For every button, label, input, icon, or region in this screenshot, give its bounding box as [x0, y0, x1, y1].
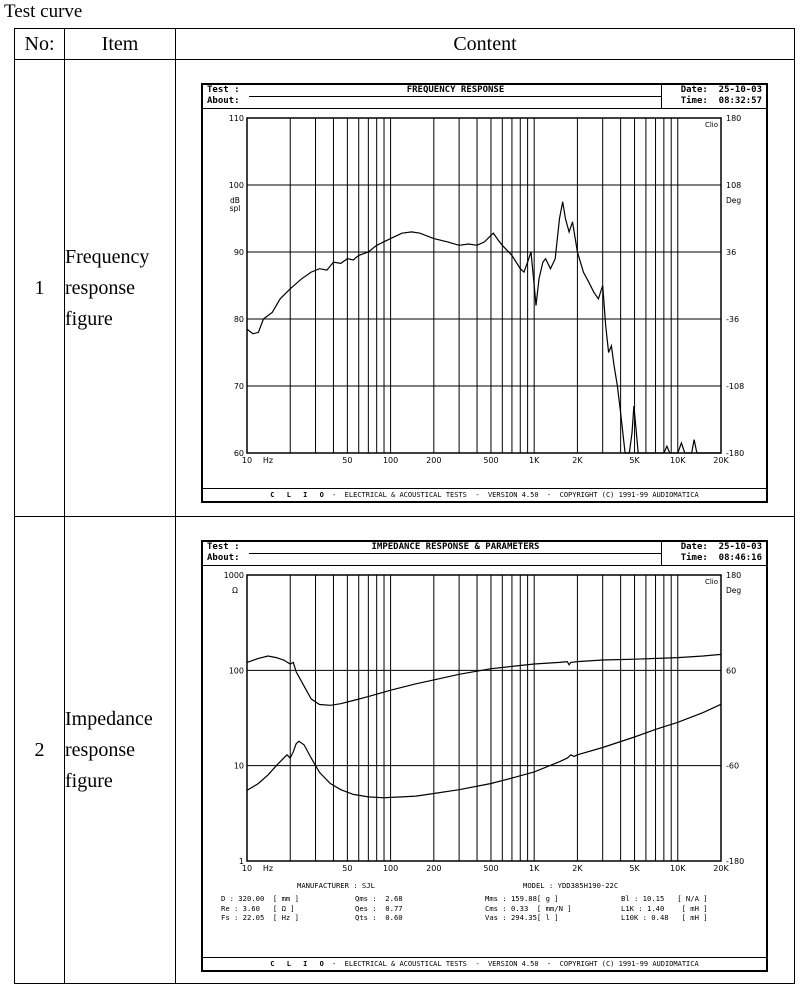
y2-tick-label: 60: [726, 666, 737, 676]
param-value: Mms : 159.88[ g ]: [485, 894, 559, 903]
y-tick-label: 1: [238, 857, 244, 866]
about-label: About:: [207, 96, 240, 106]
date-readout: Date: 25-10-03: [680, 85, 762, 95]
x-tick-label: 20K: [713, 864, 729, 873]
x-tick-label: 5K: [629, 456, 640, 465]
y2-tick-label: -60: [726, 761, 740, 771]
plot-frame: [247, 575, 721, 861]
footer-text: - ELECTRICAL & ACOUSTICAL TESTS - VERSION 4.50 - COPYRIGHT (C) 1991-99 AUDIOMATICA: [327, 960, 699, 968]
param-value: D : 320.00 [ mm ]: [221, 894, 299, 903]
x-tick-label: 10: [241, 864, 253, 873]
param-value: L10K : 0.48 [ mH ]: [621, 913, 708, 922]
y2-tick-label: 180: [726, 571, 742, 580]
y2-tick-label: -108: [726, 382, 745, 391]
panel-footer: [203, 488, 766, 501]
header-divider: [661, 85, 662, 108]
header-content: Content: [176, 29, 795, 60]
frequency-response-chart: [203, 110, 766, 490]
test-curve-table: [14, 28, 795, 984]
clio-brand: C L I O: [270, 491, 328, 499]
params-col-1: [221, 894, 299, 923]
param-value: Qts : 0.60: [355, 913, 403, 922]
y2-axis-label: Deg: [726, 196, 742, 205]
x-tick-label: 20K: [713, 456, 729, 465]
footer-text: - ELECTRICAL & ACOUSTICAL TESTS - VERSION 4.50 - COPYRIGHT (C) 1991-99 AUDIOMATICA: [327, 491, 699, 499]
params-col-2: [355, 894, 403, 923]
table-header-row: [15, 29, 795, 60]
x-tick-label: 5K: [629, 864, 640, 873]
param-value: Re : 3.60 [ Ω ]: [221, 903, 295, 913]
panel-title: IMPEDANCE RESPONSE & PARAMETERS: [249, 542, 662, 554]
params-col-4: [621, 894, 708, 923]
x-tick-label: 10K: [670, 864, 686, 873]
y-axis-label: spl: [229, 204, 241, 213]
y2-axis-label: Deg: [726, 586, 742, 595]
row-content: [176, 60, 795, 517]
y2-tick-label: 180: [726, 114, 742, 123]
param-value: Qes : 0.77: [355, 903, 403, 913]
param-value: Cms : 0.33 [ mm/N ]: [485, 903, 572, 913]
page-heading: Test curve: [4, 1, 83, 22]
y2-tick-label: -36: [726, 315, 740, 324]
plot-frame: [247, 118, 721, 453]
header-item: Item: [65, 29, 176, 60]
x-tick-label: 1K: [529, 456, 540, 465]
manufacturer-label: MANUFACTURER : SJL: [297, 881, 375, 890]
time-readout: Time: 08:32:57: [680, 96, 762, 106]
panel-title: FREQUENCY RESPONSE: [249, 85, 662, 97]
test-label: Test :: [207, 85, 240, 95]
panel-header: [203, 85, 766, 109]
table-row: [15, 60, 795, 517]
y2-tick-label: 36: [726, 248, 737, 257]
y-tick-label: 90: [233, 248, 244, 257]
series-line: [247, 202, 721, 453]
frequency-response-panel: [201, 83, 768, 503]
x-tick-label: 200: [426, 864, 442, 873]
y2-tick-label: -180: [726, 857, 745, 866]
row-item-line: figure: [65, 307, 113, 330]
param-value: Bl : 10.15 [ N/A ]: [621, 894, 708, 903]
x-tick-label: Hz: [262, 456, 274, 465]
param-value: Fs : 22.05 [ Hz ]: [221, 913, 299, 922]
y2-tick-label: -180: [726, 449, 745, 458]
x-tick-label: 10K: [670, 456, 686, 465]
x-tick-label: 100: [382, 864, 399, 873]
param-value: Vas : 294.35[ l ]: [485, 913, 559, 922]
panel-footer: [203, 957, 766, 970]
test-label: Test :: [207, 542, 240, 552]
y-axis-label: dB: [230, 196, 240, 205]
x-tick-label: 500: [483, 864, 499, 873]
y-tick-label: 60: [233, 449, 244, 458]
y-tick-label: 80: [233, 315, 244, 324]
row-content: [176, 517, 795, 984]
y-tick-label: 70: [233, 382, 244, 391]
x-tick-label: 200: [426, 456, 442, 465]
series-line: [247, 704, 721, 798]
panel-header: [203, 542, 766, 566]
row-item-line: figure: [65, 769, 113, 792]
x-tick-label: 10: [241, 456, 253, 465]
x-tick-label: 50: [342, 456, 353, 465]
x-tick-label: 100: [382, 456, 399, 465]
clio-brand: C L I O: [270, 960, 328, 968]
x-tick-label: 2K: [572, 456, 583, 465]
y-tick-label: 100: [228, 666, 244, 676]
header-divider: [661, 542, 662, 565]
y-tick-label: 110: [228, 114, 244, 123]
param-value: L1K : 1.40 [ mH ]: [621, 903, 708, 913]
row-item-line: Impedance: [65, 707, 153, 730]
row-item: [65, 60, 176, 517]
row-item-line: response: [65, 276, 135, 299]
x-tick-label: 1K: [529, 864, 540, 873]
row-number: 1: [15, 60, 65, 517]
impedance-response-chart: [203, 567, 766, 879]
about-label: About:: [207, 553, 240, 563]
x-tick-label: 500: [483, 456, 499, 465]
clio-mark: Clio: [704, 578, 718, 586]
y-tick-label: 100: [228, 181, 244, 190]
row-number: 2: [15, 517, 65, 984]
model-label: MODEL : YDD385H190-22C: [523, 881, 619, 890]
param-value: Qms : 2.68: [355, 894, 403, 903]
series-line: [247, 654, 721, 705]
row-item: [65, 517, 176, 984]
y-tick-label: 1000: [223, 571, 244, 580]
date-readout: Date: 25-10-03: [680, 542, 762, 552]
header-no: No:: [15, 29, 65, 60]
y-axis-label: Ω: [232, 586, 238, 595]
x-tick-label: Hz: [262, 864, 274, 873]
row-item-line: Frequency: [65, 245, 150, 268]
time-readout: Time: 08:46:16: [680, 553, 762, 563]
x-tick-label: 2K: [572, 864, 583, 873]
clio-mark: Clio: [704, 121, 718, 129]
table-row: [15, 517, 795, 984]
params-col-3: [485, 894, 572, 923]
impedance-response-panel: [201, 540, 768, 972]
row-item-line: response: [65, 738, 135, 761]
y-tick-label: 10: [233, 761, 244, 771]
x-tick-label: 50: [342, 864, 353, 873]
y2-tick-label: 108: [726, 181, 742, 190]
